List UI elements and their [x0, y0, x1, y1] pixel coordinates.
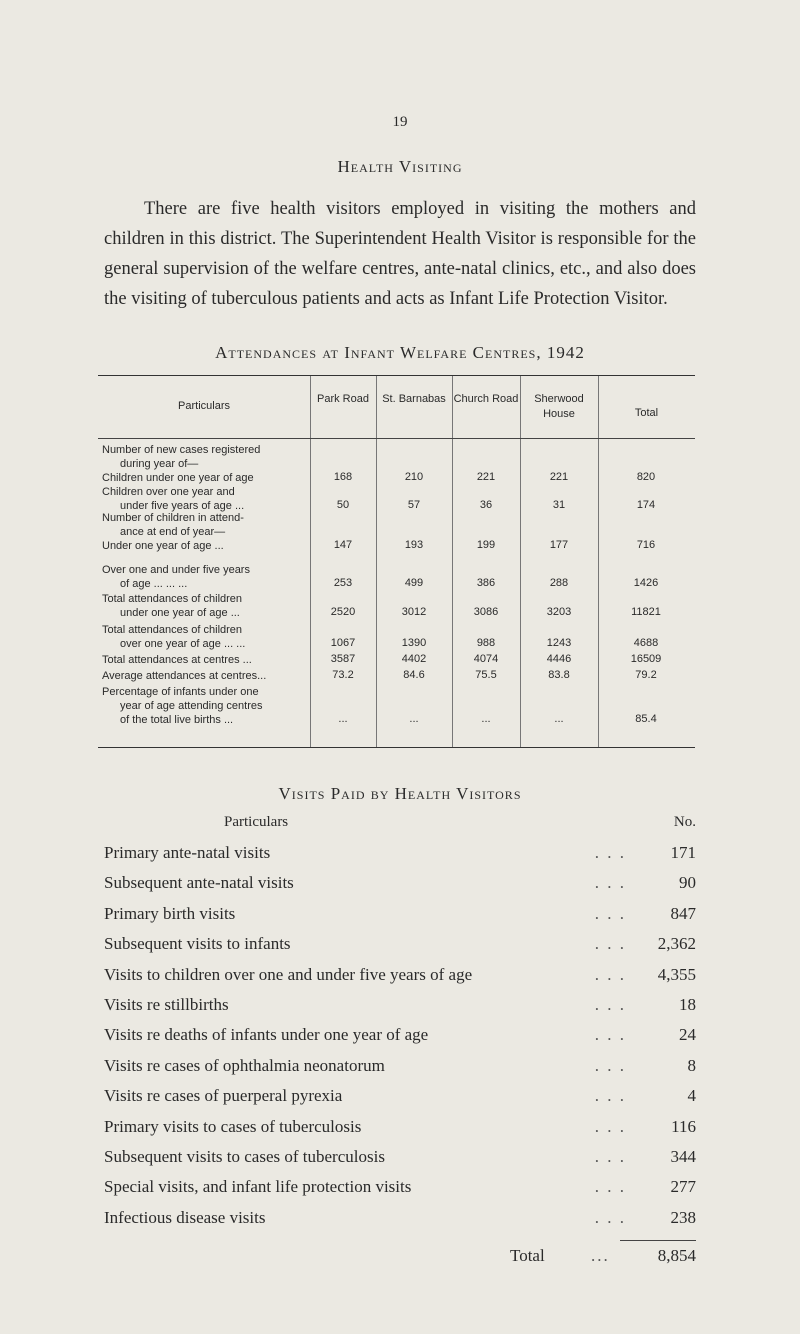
attendances-row-label-line: year of age attending centres — [120, 700, 263, 712]
visits-row — [104, 899, 696, 929]
attendances-row-label — [102, 563, 308, 591]
attendances-cell: 83.8 — [548, 669, 570, 681]
attendances-cell: 1067 — [330, 637, 356, 649]
visits-row — [104, 990, 696, 1020]
attendances-table — [98, 375, 695, 748]
visits-title: Visits Paid by Health Visitors — [278, 784, 522, 803]
visits-row-label: Primary birth visits — [104, 899, 241, 929]
attendances-row-label-line: ance at end of year— — [120, 526, 226, 538]
header-particulars: Particulars — [178, 400, 230, 412]
leader-dots: . . . — [594, 873, 626, 893]
visits-row — [104, 1203, 696, 1233]
visits-row — [104, 1020, 696, 1050]
attendances-row-label-line: Children over one year and — [102, 486, 235, 498]
visits-row — [104, 1172, 696, 1202]
attendances-cell: 221 — [476, 471, 496, 483]
leader-dots: . . . — [594, 1207, 626, 1227]
attendances-cell: 193 — [404, 539, 424, 551]
visits-row-label: Primary visits to cases of tuberculosis — [104, 1112, 367, 1142]
visits-row-count: 4 — [687, 1086, 696, 1106]
visits-row-count: 4,355 — [657, 964, 696, 984]
attendances-row-label-line: Percentage of infants under one — [102, 686, 259, 698]
leader-dots: . . . — [594, 1116, 626, 1136]
visits-row-count: 277 — [670, 1177, 696, 1197]
attendances-cell: 3203 — [546, 606, 572, 618]
attendances-cell: 288 — [549, 577, 569, 589]
attendances-cell: 386 — [476, 577, 496, 589]
attendances-row-label — [102, 511, 308, 539]
attendances-row-label — [102, 623, 308, 651]
attendances-cell: 1390 — [401, 637, 427, 649]
attendances-cell: 499 — [404, 577, 424, 589]
header-church-road: Church Road — [453, 393, 519, 405]
attendances-cell: 820 — [636, 471, 656, 483]
leader-dots: . . . — [594, 903, 626, 923]
attendances-cell: 16509 — [630, 653, 662, 665]
attendances-cell: 199 — [476, 539, 496, 551]
visits-row-count: 238 — [670, 1207, 696, 1227]
attendances-cell: 36 — [479, 499, 493, 511]
attendances-row-label-line: Total attendances at centres ... — [102, 654, 252, 666]
attendances-row-label-line: of the total live births ... — [120, 714, 234, 726]
visits-list — [104, 838, 696, 1233]
visits-col-particulars: Particulars — [224, 814, 289, 830]
header-st-barnabas: St. Barnabas — [382, 393, 446, 405]
attendances-row-label — [102, 485, 308, 513]
attendances-cell: 221 — [549, 471, 569, 483]
attendances-cell: 85.4 — [635, 713, 657, 725]
visits-row — [104, 1081, 696, 1111]
attendances-cell: 11821 — [631, 606, 661, 618]
visits-row-count: 847 — [670, 903, 696, 923]
attendances-row-label-line: Number of children in attend- — [102, 512, 244, 524]
attendances-row-label-line: under five years of age ... — [120, 500, 245, 512]
leader-dots: . . . — [594, 1025, 626, 1045]
leader-dots: . . . — [594, 1086, 626, 1106]
attendances-cell: 73.2 — [332, 669, 354, 681]
attendances-cell: 79.2 — [635, 669, 657, 681]
leader-dots: . . . — [594, 1177, 626, 1197]
attendances-cell: 716 — [636, 539, 656, 551]
visits-row-label: Visits re deaths of infants under one year of age — [104, 1020, 434, 1050]
visits-row-count: 116 — [671, 1116, 696, 1136]
header-sherwood-house: Sherwood House — [534, 393, 584, 420]
visits-row-count: 24 — [679, 1025, 696, 1045]
attendances-row-label — [102, 653, 308, 667]
attendances-cell: ... — [338, 713, 348, 725]
visits-row — [104, 929, 696, 959]
attendances-row-label-line: Children under one year of age — [102, 472, 254, 484]
leader-dots: . . . — [594, 843, 626, 862]
attendances-title: Attendances at Infant Welfare Centres, 1942 — [215, 343, 585, 362]
visits-row-label: Visits re cases of ophthalmia neonatorum — [104, 1051, 391, 1081]
attendances-cell: 210 — [404, 471, 424, 483]
attendances-row-label-line: Under one year of age ... — [102, 540, 224, 552]
visits-row-label: Subsequent ante-natal visits — [104, 868, 300, 898]
attendances-cell: ... — [481, 713, 491, 725]
visits-total-label: Total — [510, 1246, 545, 1265]
attendances-cell: 57 — [407, 499, 421, 511]
attendances-row-label-line: Total attendances of children — [102, 624, 243, 636]
attendances-row-label — [102, 539, 308, 553]
total-rule — [620, 1240, 696, 1241]
attendances-row-label-line: under one year of age ... — [120, 607, 240, 619]
visits-row-count: 90 — [679, 873, 696, 893]
attendances-cell: 4402 — [401, 653, 427, 665]
attendances-cell: 1243 — [546, 637, 572, 649]
attendances-row-label — [102, 669, 308, 683]
visits-row-count: 18 — [679, 994, 696, 1014]
header-total: Total — [634, 407, 659, 419]
attendances-row-label-line: Total attendances of children — [102, 593, 243, 605]
leader-dots: . . . — [594, 1146, 626, 1166]
attendances-row-label-line: Over one and under five years — [102, 564, 250, 576]
visits-row-label: Visits re stillbirths — [104, 990, 235, 1020]
attendances-cell: 2520 — [330, 606, 356, 618]
attendances-row-label-line: during year of— — [120, 458, 199, 470]
leader-dots: . . . — [594, 994, 626, 1014]
attendances-cell: 50 — [336, 499, 350, 511]
visits-row — [104, 1142, 696, 1172]
attendances-cell: 4446 — [546, 653, 572, 665]
leader-dots: . . . — [594, 934, 626, 954]
attendances-row-label-line: Average attendances at centres... — [102, 670, 267, 682]
visits-row-count: 171 — [670, 843, 696, 862]
leader-dots: . . . — [594, 964, 626, 984]
visits-row-label: Special visits, and infant life protection visits — [104, 1172, 417, 1202]
attendances-table-header — [98, 376, 695, 439]
visits-row-label: Primary ante-natal visits — [104, 838, 276, 868]
visits-row-count: 2,362 — [657, 934, 696, 954]
visits-row-count: 8 — [687, 1055, 696, 1075]
visits-row — [104, 1112, 696, 1142]
attendances-cell: 253 — [333, 577, 353, 589]
visits-row-label: Subsequent visits to infants — [104, 929, 297, 959]
visits-row — [104, 960, 696, 990]
health-visiting-paragraph: There are five health visitors employed in visiting the mothers and children in this district. The Superintendent Health Visitor is responsible for the general supervision of the welfare centres, ante-natal clinics, etc., and also does the visiting of tuberculous patients and acts as Infant Life Protection Visitor. — [104, 199, 696, 309]
leader-dots: . . . — [594, 1055, 626, 1075]
attendances-cell: 84.6 — [403, 669, 425, 681]
header-park-road: Park Road — [317, 393, 369, 405]
attendances-cell: 177 — [549, 539, 569, 551]
attendances-row-label-line: over one year of age ... ... — [120, 638, 246, 650]
visits-row — [104, 1051, 696, 1081]
attendances-cell: 4688 — [633, 637, 659, 649]
attendances-row-label-line: Number of new cases registered — [102, 444, 261, 456]
attendances-row-label — [102, 471, 308, 485]
visits-row — [104, 868, 696, 898]
attendances-cell: 3086 — [473, 606, 499, 618]
visits-row-label: Infectious disease visits — [104, 1203, 271, 1233]
visits-row-count: 344 — [670, 1146, 696, 1166]
visits-row-label: Subsequent visits to cases of tuberculosis — [104, 1142, 391, 1172]
attendances-cell: 75.5 — [475, 669, 497, 681]
visits-row-label: Visits to children over one and under five years of age — [104, 960, 478, 990]
attendances-cell: 3012 — [401, 606, 427, 618]
attendances-cell: 174 — [636, 499, 656, 511]
attendances-cell: 147 — [333, 539, 353, 551]
attendances-cell: 3587 — [330, 653, 356, 665]
attendances-cell: 1426 — [633, 577, 659, 589]
health-visiting-title: Health Visiting — [337, 157, 463, 176]
attendances-table-body — [98, 439, 695, 747]
visits-row — [104, 838, 696, 868]
page-number: 19 — [392, 114, 408, 130]
visits-total-dots: ... — [591, 1246, 610, 1265]
attendances-row-label — [102, 592, 308, 620]
attendances-cell: ... — [554, 713, 564, 725]
attendances-cell: 988 — [476, 637, 496, 649]
attendances-row-label — [102, 685, 308, 727]
visits-col-no: No. — [673, 814, 696, 830]
attendances-cell: 168 — [333, 471, 353, 483]
attendances-cell: 4074 — [473, 653, 499, 665]
visits-row-label: Visits re cases of puerperal pyrexia — [104, 1081, 348, 1111]
attendances-cell: 31 — [552, 499, 566, 511]
visits-total-value: 8,854 — [657, 1246, 696, 1265]
attendances-cell: ... — [409, 713, 419, 725]
attendances-row-label-line: of age ... ... ... — [120, 578, 188, 590]
attendances-row-label — [102, 443, 308, 471]
